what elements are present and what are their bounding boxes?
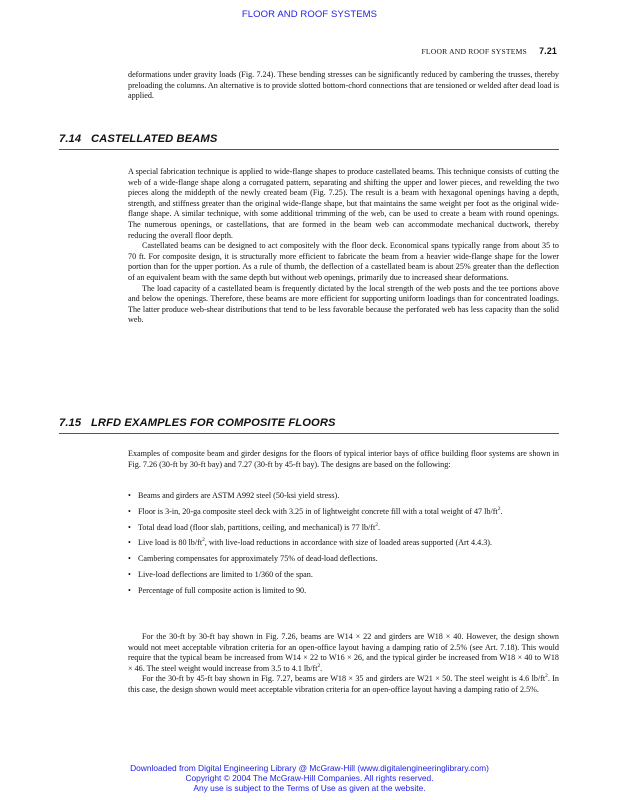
paragraph-text: For the 30-ft by 45-ft bay shown in Fig. 7.27, beams are W18 × 35 and girders are W21 × 50. The steel weight is 4.6 lb/ft <box>142 674 546 684</box>
header-link[interactable]: FLOOR AND ROOF SYSTEMS <box>241 9 378 20</box>
superscript: 2 <box>317 662 321 669</box>
running-head-title: FLOOR AND ROOF SYSTEMS <box>421 47 527 56</box>
list-item-text: Beams and girders are ASTM A992 steel (50-ksi yield stress). <box>138 491 340 500</box>
list-item <box>128 554 559 565</box>
section-title: LRFD EXAMPLES FOR COMPOSITE FLOORS <box>91 417 336 429</box>
bullet-icon: • <box>128 554 131 564</box>
bullet-icon: • <box>128 585 131 595</box>
list-item-text: Floor is 3-in, 20-ga composite steel deck with 3.25 in of lightweight concrete fill with a total weight of 47 lb/ft <box>138 506 498 516</box>
bullet-icon: • <box>128 538 131 548</box>
footer-notice <box>0 763 619 793</box>
section-number: 7.14 <box>59 133 82 145</box>
list-item-text: Live load is 80 lb/ft <box>138 538 203 548</box>
bullet-icon: • <box>128 491 131 500</box>
footer-download-link[interactable]: Downloaded from Digital Engineering Library @ McGraw-Hill (www.digitalengineeringlibrary.com) <box>130 763 489 773</box>
punctuation: . <box>377 522 380 532</box>
list-item-text: Percentage of full composite action is limited to 90. <box>138 585 307 595</box>
list-item-text: Total dead load (floor slab, partitions, ceiling, and mechanical) is 77 lb/ft <box>138 522 376 532</box>
paragraph-text: . In this case, the design shown would meet acceptable vibration criteria for an open-office layout having a damping ratio of 2.5%. <box>128 674 559 694</box>
paragraph: A special fabrication technique is applied to wide-flange shapes to produce castellated beams. This technique consists of cutting the web of a wide-flange shape along a corrugated pattern, separating and shifting the upper and lower pieces, and rewelding the two pieces along the middepth of the newly created beam (Fig. 7.25). The result is a beam with hexagonal openings having a depth, strength, and stiffness greater than the original wide-flange shape, but that maintains the same weight per foot as the original wide-flange shape. A similar technique, with some additional trimming of the web, can be used to create a beam with round openings. The numerous openings, or castellations, that are formed in the beam web can accommodate mechanical ductwork, thereby reducing the overall floor depth. <box>128 167 559 240</box>
section-7-14-body <box>128 167 559 326</box>
punctuation: . <box>320 663 323 673</box>
section-7-15-intro: Examples of composite beam and girder designs for the floors of typical interior bays of office building floor systems are shown in Fig. 7.26 (30-ft by 30-ft bay) and 7.27 (30-ft by 45-ft bay). The designs are based on the following: <box>128 449 559 469</box>
paragraph <box>128 674 559 695</box>
section-7-15-examples <box>128 632 559 696</box>
section-title: CASTELLATED BEAMS <box>91 133 218 145</box>
footer-terms[interactable]: Any use is subject to the Terms of Use as given at the website. <box>193 783 426 793</box>
section-heading-7-15 <box>59 417 559 434</box>
page-number: 7.21 <box>539 46 557 56</box>
list-item-text: Live-load deflections are limited to 1/360 of the span. <box>138 569 313 579</box>
paragraph-text: For the 30-ft by 30-ft bay shown in Fig. 7.26, beams are W14 × 22 and girders are W18 × 40. However, the design shown would not meet acceptable vibration criteria for an open-office layout having a damping ratio of 2.5% (see Art. 7.18). This would require that the typical beam be increased from W14 × 22 to W16 × 26, and the typical girder be increased from W18 × 40 to W18 × 46. The steel weight would increase from 3.5 to 4.1 lb/ft <box>128 632 559 673</box>
punctuation: . <box>500 506 503 516</box>
section-number: 7.15 <box>59 417 82 429</box>
intro-paragraph: deformations under gravity loads (Fig. 7.24). These bending stresses can be significantly reduced by cambering the trusses, thereby preloading the columns. An alternative is to provide slotted bottom-chord connections that are tensioned or welded after dead load is applied. <box>128 70 559 101</box>
list-item <box>128 570 559 581</box>
list-item <box>128 523 559 534</box>
bullet-icon: • <box>128 506 131 516</box>
bullet-icon: • <box>128 569 131 579</box>
bullet-icon: • <box>128 522 131 532</box>
list-item <box>128 507 559 518</box>
paragraph: The load capacity of a castellated beam is frequently dictated by the local strength of the web posts and the tee portions above and below the openings. Therefore, these beams are more efficient for supporting uniform loadings than for concentrated loadings. The latter produce web-shear distributions that tend to be less favorable because the perforated web has less capacity than the solid web. <box>128 283 559 325</box>
list-item-text: , with live-load reductions in accordance with size of loaded areas supported (Art 4.4.3). <box>204 538 493 548</box>
section-heading-7-14 <box>59 133 559 150</box>
list-item-text: Cambering compensates for approximately 75% of dead-load deflections. <box>138 554 378 564</box>
superscript: 2 <box>202 537 205 544</box>
superscript: 2 <box>497 505 501 512</box>
superscript: 2 <box>375 521 378 528</box>
design-basis-list <box>128 491 559 601</box>
running-head <box>422 46 558 56</box>
list-item <box>128 491 559 502</box>
paragraph <box>128 632 559 674</box>
list-item <box>128 538 559 549</box>
paragraph: Castellated beams can be designed to act compositely with the floor deck. Economical spans typically range from about 35 to 70 ft. For composite design, it is structurally more efficient to fabricate the beam from a heavier wide-flange shape for the lower portion than for the upper portion. As a rule of thumb, the deflection of a castellated beam is about 25% greater than the deflection of an equivalent beam with the same depth but without web openings, primarily due to increased shear deformations. <box>128 241 559 282</box>
superscript: 2 <box>545 673 548 680</box>
footer-copyright[interactable]: Copyright © 2004 The McGraw-Hill Companies. All rights reserved. <box>185 773 434 783</box>
list-item <box>128 586 559 597</box>
